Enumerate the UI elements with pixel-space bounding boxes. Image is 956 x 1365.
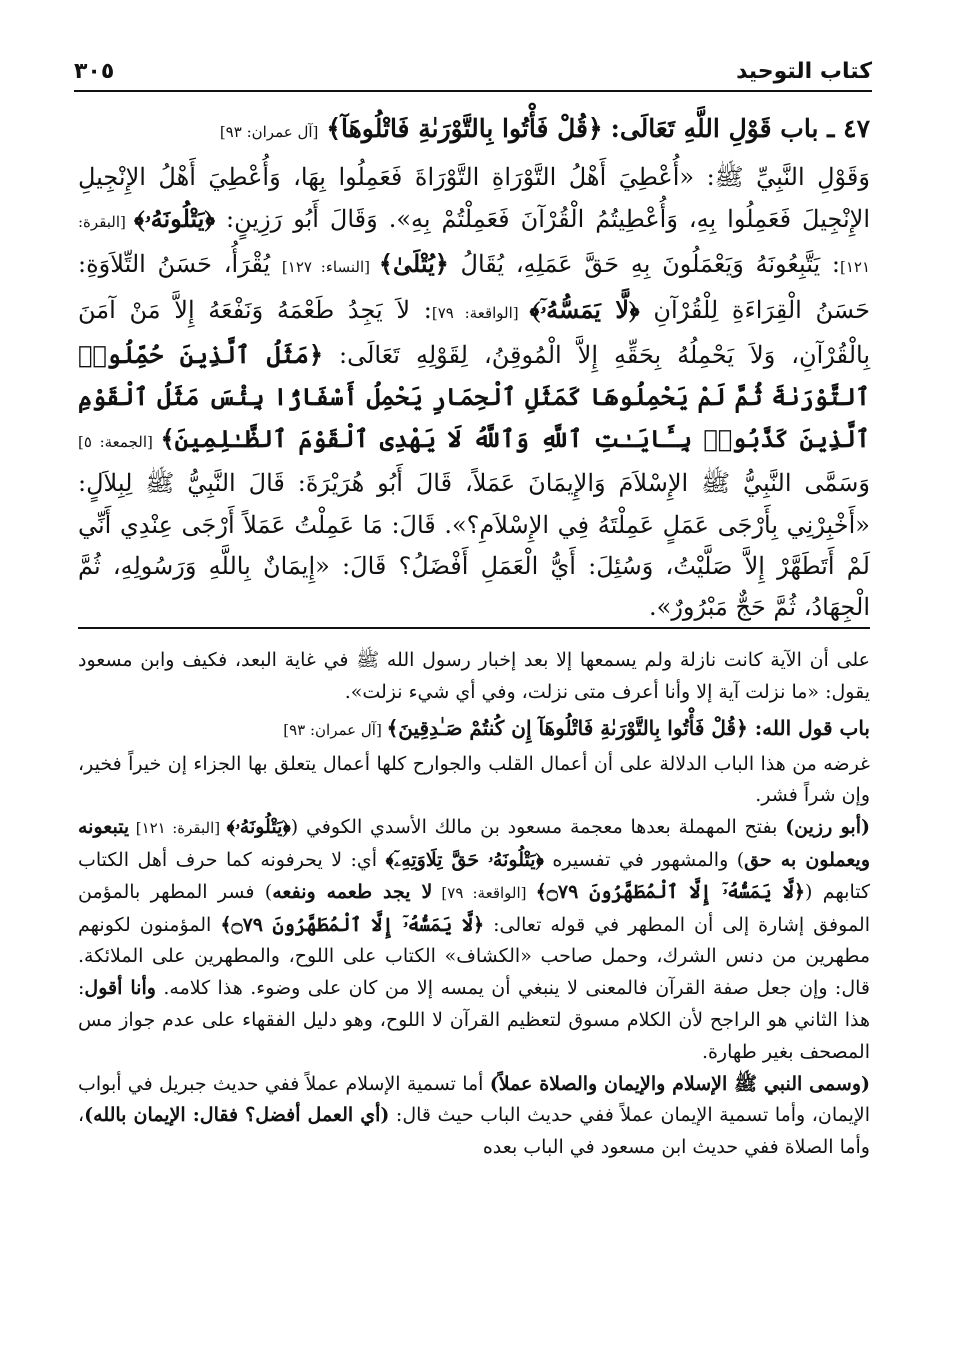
commentary-block xyxy=(78,645,870,1164)
quran-verse: ﴿لَّا يَمَسُّهُۥٓ إِلَّا ٱلْمُطَهَّرُونَ ۝٧٩﴾ xyxy=(535,880,805,903)
main-text-block xyxy=(78,104,870,628)
footnote-divider xyxy=(78,627,870,629)
quran-verse: ﴿يَتْلُونَهُۥ﴾ xyxy=(226,816,291,839)
commentary-paragraph xyxy=(78,812,870,1068)
quran-verse: ﴿لَّا يَمَسُّهُۥٓ﴾ xyxy=(529,294,640,324)
commentary-heading-verse: ﴿قُلْ فَأْتُوا بِالتَّوْرَىٰةِ فَاتْلُوهَآ إِن كُنتُمْ صَـٰدِقِينَ﴾ xyxy=(386,715,748,740)
commentary-heading-citation: [آل عمران: ٩٣] xyxy=(283,720,387,739)
verse-citation: [النساء: ١٢٧] xyxy=(281,258,379,277)
quran-verse: ﴿يَتْلُونَهُۥ حَقَّ تِلَاوَتِهِۦٓ﴾ xyxy=(385,848,544,871)
page-number: ٣٠٥ xyxy=(74,59,115,84)
verse-citation: [البقرة: ١٢١] xyxy=(129,819,227,838)
verse-citation: [الواقعة: ٧٩] xyxy=(431,303,530,322)
commentary-heading-label: باب قول الله: xyxy=(747,715,870,740)
header-divider xyxy=(74,90,872,92)
text-segment: بفتح المهملة بعدها معجمة مسعود بن مالك الأسدي الكوفي ( xyxy=(290,816,786,839)
text-segment: ، وأما الصلاة ففي حديث ابن مسعود في الباب بعده xyxy=(78,1104,870,1159)
text-segment: : لاَ يَجِدُ طَعْمَهُ وَنَفْعَهُ إِلاَّ مَنْ آمَنَ بِالْقُرْآنِ، وَلاَ يَحْمِلُهُ بِحَقِّهِ إِلاَّ الْمُوقِنُ، لِقَوْلِهِ تَعَالَى: xyxy=(78,295,870,369)
text-segment: وَقَوْلِ النَّبِيِّ ﷺ: «أُعْطِيَ أَهْلُ التَّوْرَاةِ التَّوْرَاةَ فَعَمِلُوا بِهَا، وَأُعْطِيَ أَهْلُ الإِنْجِيلِ الإِنْجِيلَ فَعَمِلُوا بِهِ، وَأُعْطِيتُمُ الْقُرْآنَ فَعَمِلْتُمْ بِهِ». وَقَالَ أَبُو رَزِينٍ: xyxy=(78,163,870,234)
commentary-term: لا يجد طعمه ونفعه xyxy=(272,880,433,903)
chapter-citation: [آل عمران: ٩٣] xyxy=(219,123,319,141)
quran-verse: ﴿مَثَلُ ٱلَّذِينَ حُمِّلُوا۟ ٱلتَّوْرَىٰةَ ثُمَّ لَمْ يَحْمِلُوهَا كَمَثَلِ ٱلْحِمَارِ يَحْمِلُ أَسْفَارًۢا بِئْسَ مَثَلُ ٱلْقَوْمِ ٱلَّذِينَ كَذَّبُوا۟ بِـَٔايَـٰتِ ٱللَّهِ وَٱللَّهُ لَا يَهْدِى ٱلْقَوْمَ ٱلظَّـٰلِمِينَ﴾ xyxy=(78,339,870,454)
text-segment: ) فسر المطهر بالمؤمن الموفق إشارة إلى أن المطهر في قوله تعالى: xyxy=(78,880,870,936)
verse-citation: [الواقعة: ٧٩] xyxy=(432,883,536,902)
text-segment: أي: لا يحرفونه كما حرف أهل الكتاب كتابهم ( xyxy=(78,848,871,903)
text-segment: يُقْرَأُ، حَسَنُ التِّلاَوَةِ: حَسَنُ الْقِرَاءَةِ لِلْقُرْآنِ xyxy=(78,250,871,324)
commentary-heading xyxy=(78,709,870,749)
quran-verse: ﴿لَّا يَمَسُّهُۥٓ إِلَّا ٱلْمُطَهَّرُونَ ۝٧٩﴾ xyxy=(220,913,485,936)
commentary-term: (أي العمل أفضل؟ فقال: الإيمان بالله) xyxy=(84,1104,390,1127)
commentary-paragraph: غرضه من هذا الباب الدلالة على أن أعمال القلب والجوارح كلها أعمال يتعلق بها الجزاء إن خيراً فخير، وإن شراً فشر. xyxy=(78,752,870,807)
verse-citation: [الجمعة: ٥] xyxy=(78,433,161,452)
chapter-label: ٤٧ ـ باب قَوْلِ اللَّهِ تَعَالَى: xyxy=(610,114,870,143)
text-segment: : يَتَّبِعُونَهُ وَيَعْمَلُونَ بِهِ حَقَّ عَمَلِهِ، يُقَالُ xyxy=(448,250,840,279)
commentary-paragraph xyxy=(78,1069,870,1164)
text-segment: : هذا الثاني هو الراجح لأن الكلام مسوق لتعظيم القرآن لا اللوح، وهو دليل الفقهاء على عدم جواز مس المصحف بغير طهارة. xyxy=(78,977,870,1063)
commentary-term: (أبو رزين) xyxy=(785,816,870,839)
quran-verse: ﴿يَتْلُونَهُۥ﴾ xyxy=(134,204,216,234)
text-segment: المؤمنون لكونهم مطهرين من دنس الشرك، وحمل صاحب «الكشاف» الكتاب على اللوح، والمطهرين على الملائكة. قال: وإن جعل صفة القرآن فالمعنى لا ينبغي أن يمسه إلا من كان على وضوء. هذا كلامه. xyxy=(78,913,870,1000)
commentary-paragraph: على أن الآية كانت نازلة ولم يسمعها إلا بعد إخبار رسول الله ﷺ في غاية البعد، فكيف وابن مسعود يقول: «ما نزلت آية إلا وأنا أعرف متى نزلت، وفي أي شيء نزلت». xyxy=(78,649,870,703)
commentary-term: يتبعونه ويعملون به حق xyxy=(78,816,871,871)
text-segment: أما تسمية الإسلام عملاً ففي حديث جبريل في أبواب الإيمان، وأما تسمية الإيمان عملاً ففي حديث الباب حيث قال: xyxy=(78,1072,871,1127)
running-header xyxy=(74,44,872,84)
text-segment: وَسَمَّى النَّبِيُّ ﷺ الإِسْلاَمَ وَالإِيمَانَ عَمَلاً، قَالَ أَبُو هُرَيْرَةَ: قَالَ النَّبِيُّ ﷺ لِبِلاَلٍ: «أَخْبِرْنِي بِأَرْجَى عَمَلٍ عَمِلْتَهُ فِي الإِسْلاَمِ؟». قَالَ: مَا عَمِلْتُ عَمَلاً أَرْجَى عِنْدِي أَنِّي لَمْ أَتَطَهَّرْ إِلاَّ صَلَّيْتُ، وَسُئِلَ: أَيُّ الْعَمَلِ أَفْضَلُ؟ قَالَ: «إِيمَانٌ بِاللَّهِ وَرَسُولِهِ، ثُمَّ الْجِهَادُ، ثُمَّ حَجٌّ مَبْرُورٌ». xyxy=(78,469,870,622)
commentary-term: (وسمى النبي ﷺ الإسلام والإيمان والصلاة عملاً) xyxy=(489,1072,870,1095)
book-title: كتاب التوحيد xyxy=(736,59,872,84)
text-segment: ) والمشهور في تفسيره xyxy=(543,848,745,871)
hadith-body xyxy=(78,157,870,628)
verse-citation: [البقرة: ١٢١] xyxy=(78,213,871,277)
quran-verse: ﴿يُتْلَىٰ﴾ xyxy=(378,249,449,279)
commentary-term: وأنا أقول xyxy=(84,977,156,1000)
chapter-heading xyxy=(78,104,870,157)
chapter-verse: ﴿قُلْ فَأْتُوا بِالتَّوْرَىٰةِ فَاتْلُوهَآ﴾ xyxy=(326,114,603,143)
